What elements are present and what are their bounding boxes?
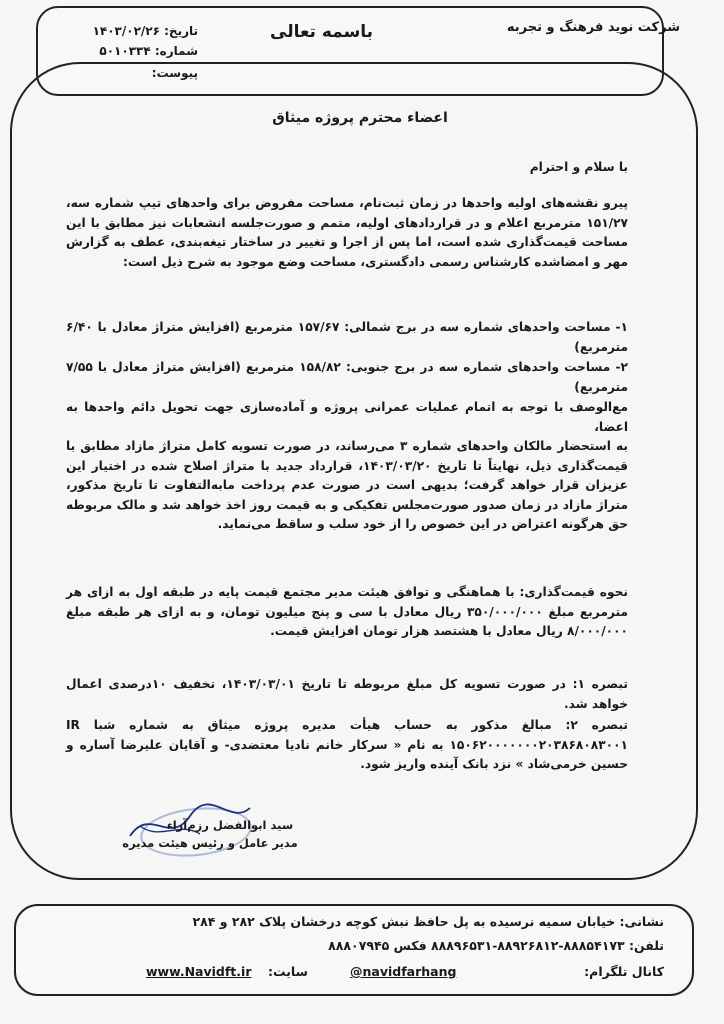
letter-date: تاریخ: ۱۴۰۳/۰۲/۲۶ <box>92 24 198 38</box>
paragraph-pricing: نحوه قیمت‌گذاری: با هماهنگی و توافق هیئت مدیر مجتمع قیمت پایه در طبقه اول به ازای هر مترمربع مبلغ ۳۵۰/۰۰۰/۰۰۰ ریال معادل با سی و پنج میلیون تومان، و به ازای هر طبقه مبلغ ۸/۰۰۰/۰۰۰ ریال معادل با هشتصد هزار تومان افزایش قیمت. <box>66 585 628 638</box>
signer-title: مدیر عامل و رئیس هیئت مدیره <box>122 836 298 850</box>
salutation: با سلام و احترام <box>529 160 628 174</box>
footer-phone: تلفن: ۸۸۸۵۴۱۷۳-۸۸۹۲۶۸۱۲-۸۸۸۹۶۵۳۱ فکس ۸۸۸۰۷۹۴۵ <box>328 938 664 953</box>
footer-address: نشانی: خیابان سمیه نرسیده به پل حافظ نبش کوچه درخشان پلاک ۲۸۲ و ۲۸۴ <box>192 914 664 929</box>
telegram-link[interactable]: @navidfarhang <box>350 964 457 979</box>
letter-recipient: اعضاء محترم پروژه میثاق <box>272 110 448 126</box>
paragraph-intro: پیرو نقشه‌های اولیه واحدها در زمان ثبت‌نام، مساحت مفروض برای واحدهای تیپ شماره سه، ۱۵۱/۲۷ مترمربع اعلام و در قراردادهای اولیه، متمم و صورت‌جلسه انشعابات نیز مطابق با این مساحت قیمت‌گذاری شده است، اما پس از اجرا و تغییر در ساختار تیغه‌بندی، عطف به گزارش مهر و امضاشده کارشناس رسمی دادگستری، مساحت وضع موجود به شرح ذیل است: <box>66 196 628 269</box>
letter-number: شماره: ۵۰۱۰۳۳۴ <box>99 44 198 58</box>
list-item-south-tower: ۲- مساحت واحدهای شماره سه در برج جنوبی: ۱۵۸/۸۲ مترمربع (افزایش متراژ معادل با ۷/۵۵ مترمربع) <box>66 360 628 394</box>
company-name: شرکت نوید فرهنگ و تجربه <box>506 20 680 35</box>
site-label: سایت: <box>268 964 308 979</box>
paragraph-note-1: تبصره ۱: در صورت تسویه کل مبلغ مربوطه تا تاریخ ۱۴۰۳/۰۳/۰۱، تخفیف ۱۰درصدی اعمال خواهد شد. <box>66 677 628 711</box>
website-link[interactable]: www.Navidft.ir <box>146 964 252 979</box>
paragraph-note-2: تبصره ۲: مبالغ مذکور به حساب هیأت مدیره پروژه میثاق به شماره شبا IR ۱۵۰۶۲۰۰۰۰۰۰۰۲۰۳۸۶۸۰۸۳۰۰۱ به نام « سرکار خانم نادیا معتضدی- و آقایان علیرضا آساره و حسین خرمی‌شاد » نزد بانک آینده واریز شود. <box>66 718 628 771</box>
signer-name: سید ابوالفضل رزم‌آراء <box>166 818 294 832</box>
basmeh-title: باسمه تعالی <box>270 22 374 42</box>
paragraph-completion: مع‌الوصف با توجه به اتمام عملیات عمرانی پروژه و آماده‌سازی جهت تحویل دائم واحدها به اعضا، <box>66 400 628 434</box>
telegram-label: کانال تلگرام: <box>584 964 664 979</box>
paragraph-settlement: به استحضار مالکان واحدهای شماره ۳ می‌رساند، در صورت تسویه کامل متراژ مازاد مطابق با قیمت‌گذاری ذیل، نهایتاً تا تاریخ ۱۴۰۳/۰۳/۲۰، قرارداد جدید با متراژ اصلاح شده در اختیار این عزیزان قرار خواهد گرفت؛ بدیهی است در صورت عدم پرداخت مابه‌التفاوت تا تاریخ مذکور، متراژ مازاد در زمان صدور صورت‌مجلس تفکیکی و به قیمت روز اخذ خواهد شد و مالک مربوطه حق هرگونه اعتراض در این خصوص را از خود سلب و ساقط می‌نماید. <box>66 439 629 531</box>
list-item-north-tower: ۱- مساحت واحدهای شماره سه در برج شمالی: ۱۵۷/۶۷ مترمربع (افزایش متراژ معادل با ۶/۴۰ مترمربع) <box>66 320 628 354</box>
letter-attachment: پیوست: <box>151 66 198 80</box>
